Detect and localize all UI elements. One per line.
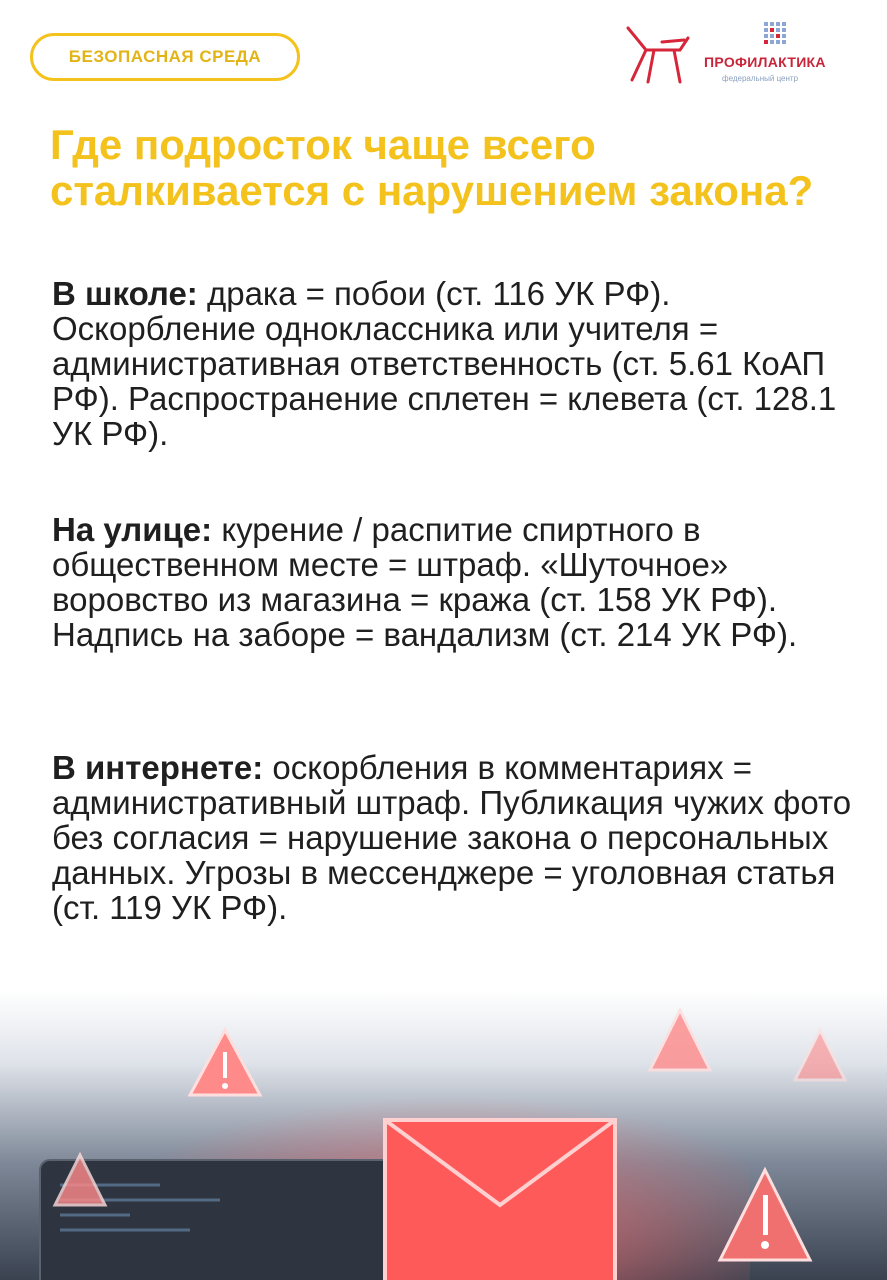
section-internet (52, 750, 852, 925)
dots-grid-icon (764, 22, 788, 46)
warning-illustration (0, 990, 887, 1280)
section-text: драка = побои (ст. 116 УК РФ). Оскорбление одноклассника или учителя = административная ответственность (ст. 5.61 КоАП РФ). Распространение сплетен = клевета (ст. 128.1 УК РФ). (52, 275, 837, 452)
section-text: оскорбления в комментариях = административный штраф. Публикация чужих фото без согласия = нарушение закона о персональных данных. Угрозы в мессенджере = уголовная статья (ст. 119 УК РФ). (52, 749, 852, 926)
logo-text: ПРОФИЛАКТИКА (704, 54, 826, 70)
section-heading: В школе: (52, 275, 198, 312)
section-school (52, 276, 852, 451)
section-street (52, 512, 852, 652)
section-badge (30, 33, 300, 81)
laptop-icon (40, 1160, 400, 1280)
section-heading: В интернете: (52, 749, 264, 786)
section-heading: На улице: (52, 511, 213, 548)
badge-label: БЕЗОПАСНАЯ СРЕДА (68, 47, 262, 66)
page-title: Где подросток чаще всего сталкивается с нарушением закона? (50, 121, 814, 214)
logo-subtitle: федеральный центр (722, 74, 799, 83)
chair-logo-icon (618, 20, 698, 90)
logo (618, 20, 858, 90)
section-text: курение / распитие спиртного в общественном месте = штраф. «Шуточное» воровство из магазина = кража (ст. 158 УК РФ). Надпись на заборе = вандализм (ст. 214 УК РФ). (52, 511, 798, 653)
envelope-icon (385, 1120, 615, 1280)
